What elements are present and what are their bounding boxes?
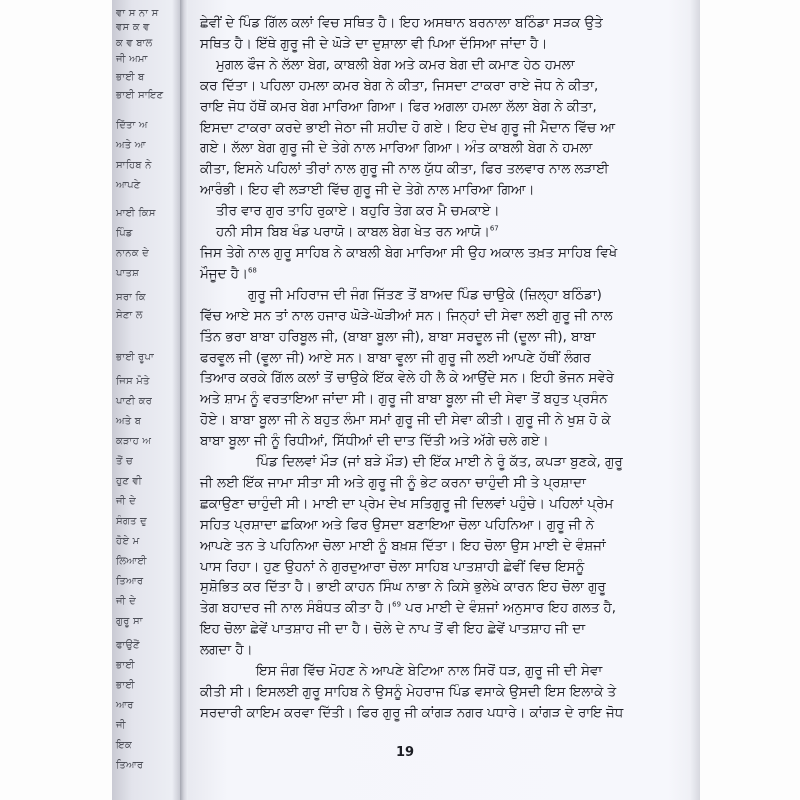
text-line: ਤਿੰਨ ਭਰਾ ਬਾਬਾ ਹਰਿਬੂਲ ਜੀ, (ਬਾਬਾ ਬੂਲਾ ਜੀ), ਬਾਬਾ ਸਰਦੂਲ ਜੀ (ਦੂਲਾ ਜੀ), ਬਾਬਾ: [200, 329, 596, 345]
facing-page-text-fragment: ਤੋਂ ਚ: [116, 456, 133, 467]
facing-page-text-fragment: ਤਿਆਰ: [116, 760, 144, 771]
facing-page-text-fragment: ਹੋਏ ਮ: [116, 536, 140, 547]
page-body-text: [200, 14, 680, 725]
facing-page-text-fragment: ਜੀ ਅਮਾ: [116, 54, 148, 65]
footnote-marker: 69: [392, 600, 402, 609]
facing-page-text-fragment: ਜਿਸ ਮੋਤੇ: [116, 376, 150, 387]
facing-page-text-fragment: ਭਾਈ: [116, 660, 135, 671]
facing-page-text-fragment: ਜੀ ਦੇ: [116, 496, 136, 507]
text-line: ਕੀਤਾ, ਇਸਨੇ ਪਹਿਲਾਂ ਤੀਰਾਂ ਨਾਲ ਗੁਰੂ ਜੀ ਨਾਲ ਯੁੱਧ ਕੀਤਾ, ਫਿਰ ਤਲਵਾਰ ਨਾਲ ਲੜਾਈ: [200, 162, 609, 178]
verse-line: [200, 223, 680, 244]
text-line: ਰਾਇ ਜੋਧ ਹੱਥੋਂ ਕਮਰ ਬੇਗ ਮਾਰਿਆ ਗਿਆ। ਫਿਰ ਅਗਲਾ ਹਮਲਾ ਲੱਲਾ ਬੇਗ ਨੇ ਕੀਤਾ,: [200, 99, 597, 115]
footnote-marker: 68: [247, 266, 257, 275]
facing-page-text-fragment: ਇਕ: [116, 740, 132, 751]
text-line: ਆਪਣੇ ਤਨ ਤੇ ਪਹਿਨਿਆ ਚੋਲਾ ਮਾਈ ਨੂੰ ਬਖ਼ਸ਼ ਦਿੱਤਾ। ਇਹ ਚੋਲਾ ਉਸ ਮਾਈ ਦੇ ਵੰਸ਼ਜਾਂ: [200, 538, 606, 554]
text-line: ਸਥਿਤ ਹੈ। ਇੱਥੇ ਗੁਰੂ ਜੀ ਦੇ ਘੋੜੇ ਦਾ ਦੁਸ਼ਾਲਾ ਵੀ ਪਿਆ ਦੱਸਿਆ ਜਾਂਦਾ ਹੈ।: [200, 36, 548, 52]
facing-page-text-fragment: ਲਿਆਈ: [116, 556, 147, 567]
text-line: ਸੁਸ਼ੋਭਿਤ ਕਰ ਦਿੱਤਾ ਹੈ। ਭਾਈ ਕਾਹਨ ਸਿੰਘ ਨਾਭਾ ਨੇ ਕਿਸੇ ਭੁਲੇਖੇ ਕਾਰਨ ਇਹ ਚੋਲਾ ਗੁਰੂ: [200, 580, 606, 596]
text-line: [200, 265, 680, 286]
facing-page-text-fragment: ਪਾਣੀ ਕਰ: [116, 396, 153, 407]
text-line: ਪਿੰਡ ਦਿਲਵਾਂ ਮੌੜ (ਜਾਂ ਬੜੇ ਮੌੜ) ਦੀ ਇੱਕ ਮਾਈ ਨੇ ਰੂੰ ਕੱਤ, ਕਪੜਾ ਬੁਣਕੇ, ਗੁਰੂ: [256, 455, 623, 471]
facing-page-text-fragment: ਕੜਾਹ ਅ: [116, 436, 152, 447]
page-number: 19: [396, 745, 415, 760]
facing-page-text-fragment: ਸੰਗਤ ਦੁ: [116, 516, 147, 527]
facing-page-text-fragment: ਹੁਣ ਵੀ: [116, 476, 142, 487]
facing-page-text-fragment: ਕ ਵ ਬਾਲ: [116, 38, 153, 49]
facing-page-text-fragment: ਜੀ ਦੇ: [116, 596, 136, 607]
text-line: ਇਹ ਚੋਲਾ ਛੇਵੇਂ ਪਾਤਸ਼ਾਹ ਜੀ ਦਾ ਹੈ। ਚੋਲੇ ਦੇ ਨਾਪ ਤੋਂ ਵੀ ਇਹ ਛੇਵੇਂ ਪਾਤਸ਼ਾਹ ਜੀ ਦਾ: [200, 622, 586, 638]
facing-page-text-fragment: ਸੇਣਾ ਲ: [116, 310, 143, 321]
facing-page-text-fragment: ਜੀ: [116, 720, 126, 731]
facing-page-text-fragment: ਵਾ ਸ ਨਾ ਸ: [116, 8, 159, 19]
facing-page-text-fragment: ਸਰਾ ਕਿ: [116, 292, 146, 303]
facing-page-text-fragment: ਦਿੱਤਾ ਅ: [116, 120, 148, 131]
facing-page-text-fragment: ਫਾਉਣੋਂ: [116, 640, 140, 651]
text-line: [200, 599, 680, 620]
facing-page-text-fragment: ਤਿਆਰ: [116, 576, 144, 587]
facing-page-text-fragment: ਭਾਈ: [116, 680, 135, 691]
facing-page-text-fragment: ਭਾਈ ਬ: [116, 72, 145, 83]
facing-page-text-fragment: ਅਤੇ ਬ: [116, 416, 142, 427]
text-line: ਛੇਵੀਂ ਦੇ ਪਿੰਡ ਗਿੱਲ ਕਲਾਂ ਵਿਚ ਸਥਿਤ ਹੈ। ਇਹ ਅਸਥਾਨ ਬਰਨਾਲਾ ਬਠਿੰਡਾ ਸੜਕ ਉਤੇ: [200, 16, 603, 31]
left-page-edge: [112, 0, 184, 800]
text-line: ਬਾਬਾ ਬੂਲਾ ਜੀ ਨੂੰ ਰਿਧੀਆਂ, ਸਿੱਧੀਆਂ ਦੀ ਦਾਤ ਦਿੱਤੀ ਅਤੇ ਅੱਗੇ ਚਲੇ ਗਏ।: [200, 434, 549, 450]
text-line: ਅਤੇ ਸ਼ਾਮ ਨੂੰ ਵਰਤਾਇਆ ਜਾਂਦਾ ਸੀ। ਗੁਰੂ ਜੀ ਬਾਬਾ ਬੂਲਾ ਜੀ ਦੀ ਸੇਵਾ ਤੋਂ ਬਹੁਤ ਪ੍ਰਸੰਨ: [200, 392, 608, 408]
text-line: ਗੁਰੂ ਜੀ ਮਹਿਰਾਜ ਦੀ ਜੰਗ ਜਿੱਤਣ ਤੋਂ ਬਾਅਦ ਪਿੰਡ ਚਾਉਕੇ (ਜ਼ਿਲ੍ਹਾ ਬਠਿੰਡਾ): [248, 287, 602, 303]
facing-page-text-fragment: ਆਰ: [116, 700, 134, 711]
book-spine: [180, 0, 188, 800]
facing-page-text-fragment: ਆਪਣੇ: [116, 180, 141, 191]
text-line: ਤਿਆਰ ਕਰਕੇ ਗਿੱਲ ਕਲਾਂ ਤੋਂ ਚਾਉਕੇ ਇੱਕ ਵੇਲੇ ਹੀ ਲੈ ਕੇ ਆਉਂਦੇ ਸਨ। ਇਹੀ ਭੋਜਨ ਸਵੇਰੇ: [200, 371, 614, 387]
facing-page-text-fragment: ਭਾਈ ਰੂਪਾ: [116, 352, 154, 363]
text-line: ਲਗਦਾ ਹੈ।: [200, 643, 253, 659]
text-line: ਕਰ ਦਿੱਤਾ। ਪਹਿਲਾ ਹਮਲਾ ਕਮਰ ਬੇਗ ਨੇ ਕੀਤਾ, ਜਿਸਦਾ ਟਾਕਰਾ ਰਾਏ ਜੋਧ ਨੇ ਕੀਤਾ,: [200, 78, 599, 94]
text-line: ਕੀਤੀ ਸੀ। ਇਸਲਈ ਗੁਰੂ ਸਾਹਿਬ ਨੇ ਉਸਨੂੰ ਮੇਹਰਾਜ ਪਿੰਡ ਵਸਾਕੇ ਉਸਦੀ ਇਸ ਇਲਾਕੇ ਤੇ: [200, 685, 617, 700]
text-line: ਜੀ ਲਈ ਇੱਕ ਜਾਮਾ ਸੀਤਾ ਸੀ ਅਤੇ ਗੁਰੂ ਜੀ ਨੂੰ ਭੇਟ ਕਰਨਾ ਚਾਹੁੰਦੀ ਸੀ ਤੇ ਪ੍ਰਸ਼ਾਦਾ: [200, 475, 586, 491]
text-line: ਜਿਸ ਤੇਗੇ ਨਾਲ ਗੁਰੂ ਸਾਹਿਬ ਨੇ ਕਾਬਲੀ ਬੇਗ ਮਾਰਿਆ ਸੀ ਉਹ ਅਕਾਲ ਤਖ਼ਤ ਸਾਹਿਬ ਵਿਖੇ: [200, 245, 618, 261]
text-run: ਪਰ ਮਾਈ ਦੇ ਵੰਸ਼ਜਾਂ ਅਨੁਸਾਰ ਇਹ ਗਲਤ ਹੈ,: [401, 601, 617, 617]
facing-page-text-fragment: ਪਿੰਡ: [116, 228, 133, 239]
verse-line: ਤੀਰ ਵਾਰ ਗੁਰ ਤਾਹਿ ਰੁਕਾਏ। ਬਹੁਰਿ ਤੇਗ ਕਰ ਮੈ ਚਮਕਾਏ।: [216, 204, 500, 220]
text-line: ਫਰਵੂਲ ਜੀ (ਵੂਲਾ ਜੀ) ਆਏ ਸਨ। ਬਾਬਾ ਵੂਲਾ ਜੀ ਗੁਰੂ ਜੀ ਲਈ ਆਪਣੇ ਹੱਥੀਂ ਲੰਗਰ: [200, 350, 591, 366]
facing-page-text-fragment: ਨਾਨਕ ਦੇ: [116, 248, 149, 259]
facing-page-text-fragment: ਸਾਹਿਬ ਨੇ: [116, 160, 152, 171]
facing-page-text-fragment: ਭਾਈ ਸਾਇਣ: [116, 90, 164, 101]
text-run: ਤੇਗ ਬਹਾਦਰ ਜੀ ਨਾਲ ਸੰਬੰਧਤ ਕੀਤਾ ਹੈ।: [200, 601, 393, 617]
facing-page-text-fragment: ਵਸ ਕ ਵ: [116, 22, 150, 33]
text-line: ਗਏ। ਲੱਲਾ ਬੇਗ ਗੁਰੂ ਜੀ ਦੇ ਤੇਗੇ ਨਾਲ ਮਾਰਿਆ ਗਿਆ। ਅੰਤ ਕਾਬਲੀ ਬੇਗ ਨੇ ਹਮਲਾ: [200, 141, 593, 157]
text-line: ਇਸਦਾ ਟਾਕਰਾ ਕਰਦੇ ਭਾਈ ਜੇਠਾ ਜੀ ਸ਼ਹੀਦ ਹੋ ਗਏ। ਇਹ ਦੇਖ ਗੁਰੂ ਜੀ ਮੈਦਾਨ ਵਿੱਚ ਆ: [200, 120, 615, 136]
text-line: ਪਾਸ ਰਿਹਾ। ਹੁਣ ਉਹਨਾਂ ਨੇ ਗੁਰਦੁਆਰਾ ਚੋਲਾ ਸਾਹਿਬ ਪਾਤਸ਼ਾਹੀ ਛੇਵੀਂ ਵਿਚ ਇਸਨੂੰ: [200, 559, 585, 575]
text-line: ਛਕਾਉਣਾ ਚਾਹੁੰਦੀ ਸੀ। ਮਾਈ ਦਾ ਪ੍ਰੇਮ ਦੇਖ ਸਤਿਗੁਰੂ ਜੀ ਦਿਲਵਾਂ ਪਹੁੰਚੇ। ਪਹਿਲਾਂ ਪ੍ਰੇਮ: [200, 496, 614, 512]
facing-page-text-fragment: ਪਾਤਸ਼: [116, 268, 139, 279]
verse-text: ਹਨੀ ਸੀਸ ਬਿਬ ਖੰਡ ਪਰਾਯੋ। ਕਾਬਲ ਬੇਗ ਖੇਤ ਰਨ ਆਯੋ।: [216, 225, 490, 241]
text-line: ਵਿੱਚ ਆਏ ਸਨ ਤਾਂ ਨਾਲ ਹਜਾਰ ਘੋੜੇ-ਘੋੜੀਆਂ ਸਨ। ਜਿਨ੍ਹਾਂ ਦੀ ਸੇਵਾ ਲਈ ਗੁਰੂ ਜੀ ਨਾਲ: [200, 308, 613, 324]
facing-page-text-fragment: ਮਾਈ ਕਿਸ: [116, 208, 156, 219]
text-run: ਮੌਜੂਦ ਹੈ।: [200, 266, 248, 282]
footnote-marker: 67: [489, 224, 499, 233]
page-edge-shadow: [690, 0, 700, 800]
text-line: ਮੁਗਲ ਫੌਜ ਨੇ ਲੱਲਾ ਬੇਗ, ਕਾਬਲੀ ਬੇਗ ਅਤੇ ਕਮਰ ਬੇਗ ਦੀ ਕਮਾਣ ਹੇਠ ਹਮਲਾ: [216, 57, 575, 73]
text-line: ਹੋਏ। ਬਾਬਾ ਬੂਲਾ ਜੀ ਨੇ ਬਹੁਤ ਲੰਮਾ ਸਮਾਂ ਗੁਰੂ ਜੀ ਦੀ ਸੇਵਾ ਕੀਤੀ। ਗੁਰੂ ਜੀ ਨੇ ਖੁਸ਼ ਹੋ ਕੇ: [200, 413, 611, 429]
text-line: ਆਰੰਭੀ। ਇਹ ਵੀ ਲੜਾਈ ਵਿੱਚ ਗੁਰੂ ਜੀ ਦੇ ਤੇਗੇ ਨਾਲ ਮਾਰਿਆ ਗਿਆ।: [200, 183, 535, 199]
facing-page-text-fragment: ਗੁਰੂ ਸਾ: [116, 616, 143, 627]
text-line: ਸਰਦਾਰੀ ਕਾਇਮ ਕਰਵਾ ਦਿੱਤੀ। ਫਿਰ ਗੁਰੂ ਜੀ ਕਾਂਗੜ ਨਗਰ ਪਧਾਰੇ। ਕਾਂਗੜ ਦੇ ਰਾਇ ਜੋਧ: [200, 705, 624, 721]
text-line: ਸਹਿਤ ਪ੍ਰਸ਼ਾਦਾ ਛਕਿਆ ਅਤੇ ਫਿਰ ਉਸਦਾ ਬਣਾਇਆ ਚੋਲਾ ਪਹਿਨਿਆ। ਗੁਰੂ ਜੀ ਨੇ: [200, 517, 594, 533]
text-line: ਇਸ ਜੰਗ ਵਿੱਚ ਮੋਹਣ ਨੇ ਆਪਣੇ ਬੇਟਿਆ ਨਾਲ ਸਿਰੋਂ ਧੜ, ਗੁਰੂ ਜੀ ਦੀ ਸੇਵਾ: [256, 664, 603, 680]
facing-page-text-fragment: ਅਤੇ ਆ: [116, 140, 146, 151]
